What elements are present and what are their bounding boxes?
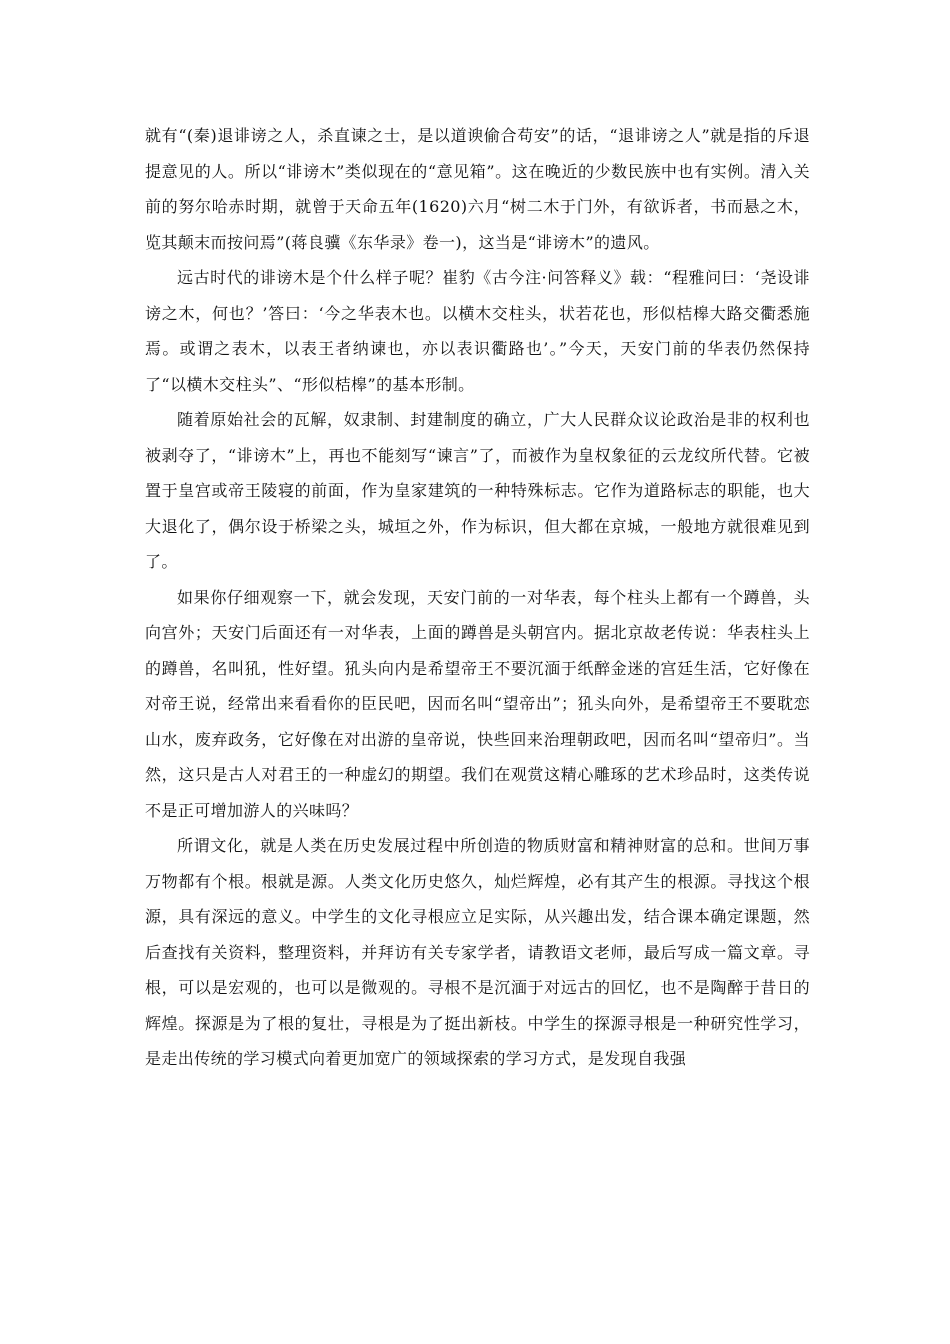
paragraph-4: 如果你仔细观察一下，就会发现，天安门前的一对华表，每个柱头上都有一个蹲兽，头向宫外；天安门后面还有一对华表，上面的蹲兽是头朝宫内。据北京故老传说：华表柱头上的蹲兽，名叫犼，性好望。犼头向内是希望帝王不要沉湎于纸醉金迷的宫廷生活，它好像在对帝王说，经常出来看看你的臣民吧，因而名叫“望帝出”；犼头向外，是希望帝王不要耽恋山水，废弃政务，它好像在对出游的皇帝说，快些回来治理朝政吧，因而名叫“望帝归”。当然，这只是古人对君王的一种虚幻的期望。我们在观赏这精心雕琢的艺术珍品时，这类传说不是正可增加游人的兴味吗？ — [145, 587, 810, 820]
paragraph-2: 远古时代的诽谤木是个什么样子呢？崔豹《古今注·问答释义》载：“程雅问曰：‘尧设诽谤之木，何也？’答曰：‘今之华表木也。以横木交柱头，状若花也，形似桔槔大路交衢悉施焉。或谓之表木，以表王者纳谏也，亦以表识衢路也’。”今天，天安门前的华表仍然保持了“以横木交柱头”、“形似桔槔”的基本形制。 — [145, 268, 810, 394]
paragraph-3: 随着原始社会的瓦解，奴隶制、封建制度的确立，广大人民群众议论政治是非的权利也被剥夺了，“诽谤木”上，再也不能刻写“谏言”了，而被作为皇权象征的云龙纹所代替。它被置于皇宫或帝王陵寝的前面，作为皇家建筑的一种特殊标志。它作为道路标志的职能，也大大退化了，偶尔设于桥梁之头，城垣之外，作为标识，但大都在京城，一般地方就很难见到了。 — [145, 410, 810, 571]
paragraph-5: 所谓文化，就是人类在历史发展过程中所创造的物质财富和精神财富的总和。世间万事万物都有个根。根就是源。人类文化历史悠久，灿烂辉煌，必有其产生的根源。寻找这个根源，具有深远的意义。中学生的文化寻根应立足实际，从兴趣出发，结合课本确定课题，然后查找有关资料，整理资料，并拜访有关专家学者，请教语文老师，最后写成一篇文章。寻根，可以是宏观的，也可以是微观的。寻根不是沉湎于对远古的回忆，也不是陶醉于昔日的辉煌。探源是为了根的复壮，寻根是为了挺出新枝。中学生的探源寻根是一种研究性学习，是走出传统的学习模式向着更加宽广的领域探索的学习方式，是发现自我强 — [145, 836, 810, 1068]
document-page — [145, 118, 810, 1077]
paragraph-1: 就有“(秦)退诽谤之人，杀直谏之士，是以道谀偷合苟安”的话，“退诽谤之人”就是指的斥退提意见的人。所以“诽谤木”类似现在的“意见箱”。这在晚近的少数民族中也有实例。清入关前的努尔哈赤时期，就曾于天命五年(1620)六月“树二木于门外，有欲诉者，书而悬之木，览其颠末而按问焉”(蒋良骥《东华录》卷一)，这当是“诽谤木”的遗风。 — [145, 126, 810, 252]
